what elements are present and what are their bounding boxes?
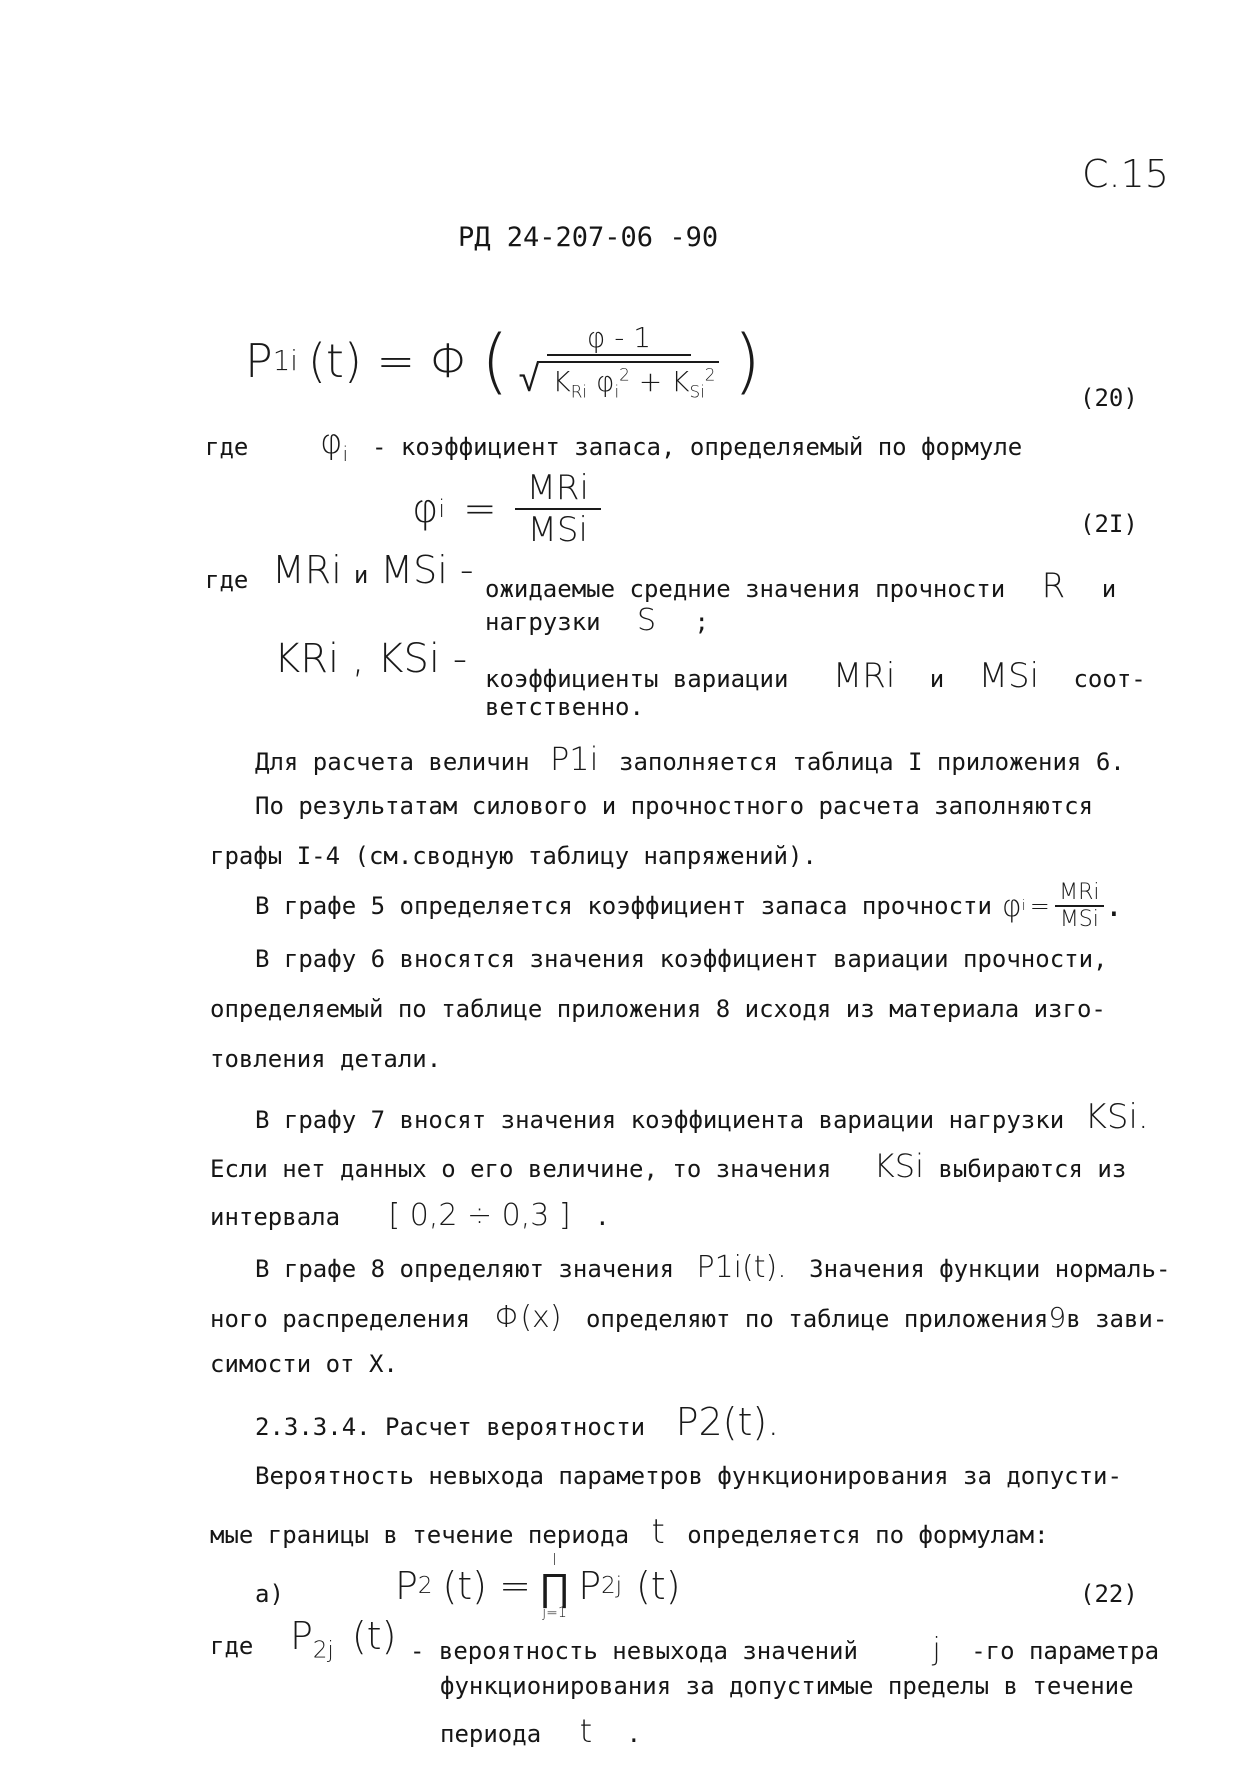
where4-line1b-text: -го параметра: [971, 1637, 1160, 1665]
where4-t: t: [579, 1712, 593, 1750]
p5-text-b: Если нет данных о его величине, то значения: [210, 1155, 832, 1183]
where4-dot: .: [626, 1720, 642, 1748]
paragraph-3: В графе 5 определяется коэффициент запаса прочности φ i = $\frac{\text{MRi}}{\text{MSi}}$ .: [255, 880, 1123, 932]
p6-p1i: P1i(t).: [696, 1250, 787, 1285]
eq22-lhs-arg: (t) =: [442, 1564, 531, 1608]
p3-fraction: [1054, 880, 1105, 932]
eq20-fraction: [513, 321, 726, 401]
section-p2t: P2(t).: [675, 1400, 780, 1444]
eq20-den-ks-sup: 2: [704, 364, 716, 385]
where4-arg: (t): [351, 1614, 397, 1658]
eq22-label: а): [255, 1580, 284, 1608]
paragraph-4-line1: В графу 6 вносятся значения коэффициент вариации прочности,: [255, 945, 1108, 973]
where4-line3-text: периода: [440, 1720, 542, 1748]
eq20-lhs-arg: (t) = Φ: [307, 334, 470, 388]
where4-symbol: [290, 1614, 397, 1664]
eq20-open-paren: (: [481, 320, 509, 402]
where4-line3: [440, 1712, 641, 1750]
equation-number-21: (2I): [1080, 510, 1138, 538]
where4-dash: -: [410, 1637, 425, 1665]
p6-text-a: В графе 8 определяют значения: [255, 1255, 675, 1283]
paragraph-7-line2: [210, 1512, 1049, 1552]
p7-text-a: мые границы в течение периода: [210, 1521, 630, 1549]
where1-symbol: [320, 422, 349, 466]
where2-line2: [485, 603, 709, 638]
eq20-numerator: φ - 1: [547, 321, 691, 356]
paragraph-6-line2: [210, 1300, 1167, 1335]
paragraph-5-line3: [210, 1198, 610, 1233]
eq20-den-phi: φ: [595, 365, 615, 398]
eq21-numerator: MRi: [515, 468, 601, 510]
where1-phi: φ: [320, 422, 343, 462]
eq20-den-phi-sub: i: [614, 381, 620, 402]
p3-denominator: MSi: [1059, 907, 1099, 932]
where1-phi-sub: i: [342, 441, 349, 466]
p3-phi: φ: [1001, 888, 1022, 924]
eq20-den-ks-sub: Si: [689, 381, 705, 402]
p5-dot: .: [595, 1203, 610, 1231]
formula-21: φ i = $\frac{\text{MRi}}{\text{MSi}}$: [412, 468, 601, 550]
p1-symbol: P1i: [550, 740, 599, 778]
where2-line2-text: нагрузки: [485, 608, 601, 636]
paragraph-4-line2: определяемый по таблице приложения 8 исходя из материала изго-: [210, 995, 1106, 1023]
paragraph-7-line1: Вероятность невыхода параметров функционирования за допусти-: [255, 1462, 1122, 1490]
section-text: 2.3.3.4. Расчет вероятности: [255, 1413, 646, 1441]
p7-t: t: [651, 1512, 665, 1552]
p5-ksi: KSi.: [1084, 1097, 1149, 1137]
p7-text-b: определяется по формулам:: [687, 1521, 1049, 1549]
paragraph-5-line1: [255, 1097, 1149, 1137]
eq21-equals: =: [463, 486, 497, 532]
paragraph-2-line2: графы I-4 (см.сводную таблицу напряжений).: [210, 842, 817, 870]
gde-label-4: где: [210, 1632, 254, 1660]
p5-text-d: интервала: [210, 1203, 341, 1231]
where2-line1: [485, 566, 1116, 606]
p3-equals: =: [1029, 892, 1050, 920]
paragraph-1: [255, 740, 1125, 778]
formula-20: P 1i (t) = Φ ( $\frac{\varphi - 1}{√ K_{Ri} \varphi_i^2 + K_{Si}^2}$ ): [245, 320, 761, 402]
p5-ksi-2: KSi: [873, 1147, 924, 1185]
paragraph-6-line3: симости от X.: [210, 1350, 398, 1378]
eq22-prod-sign: ∏: [538, 1565, 571, 1609]
where3-line2: ветственно.: [485, 693, 644, 721]
where3-msi: MSi: [978, 656, 1040, 696]
p5-interval: [ 0,2 ÷ 0,3 ]: [388, 1198, 571, 1233]
where2-and2: и: [1101, 575, 1117, 603]
where3-line1: [485, 656, 1146, 696]
where3-symbols: KRi , KSi -: [274, 636, 468, 682]
gde-label-2: где: [205, 566, 249, 594]
p3-text: В графе 5 определяется коэффициент запаса прочности: [255, 892, 992, 920]
eq20-den-plus-k: + K: [638, 365, 690, 398]
where4-line2: функционирования за допустимые пределы в течение: [440, 1672, 1134, 1700]
eq20-lhs: P: [245, 334, 273, 388]
where4-line1-text: вероятность невыхода значений: [438, 1637, 858, 1665]
where2-msi: MSi -: [380, 548, 474, 592]
page-number: С.15: [1082, 152, 1169, 196]
where3-and: и: [929, 665, 945, 693]
section-heading: [255, 1400, 779, 1444]
where4-j: j: [932, 1632, 941, 1667]
p1-text-b: заполняется таблица I приложения 6.: [619, 748, 1125, 776]
gde-label-1: где: [205, 433, 249, 461]
equation-number-22: (22): [1080, 1580, 1138, 1608]
p5-text-c: выбираются из: [938, 1155, 1127, 1183]
paragraph-6-line1: [255, 1250, 1170, 1285]
where4-p-sub: 2j: [312, 1637, 334, 1664]
p1-text-a: Для расчета величин: [255, 748, 530, 776]
p6-text-b: Значения функции нормаль-: [809, 1255, 1171, 1283]
where3-line1-text: коэффициенты вариации: [485, 665, 789, 693]
where2-mri: MRi: [272, 548, 342, 592]
where2-r-symbol: R: [1041, 566, 1066, 606]
where2-line1-text: ожидаемые средние значения прочности: [485, 575, 1006, 603]
eq20-close-paren: ): [733, 320, 761, 402]
eq20-den-k-sub: Ri: [570, 381, 588, 402]
where2-and: и: [353, 561, 369, 589]
eq21-phi: φ: [412, 486, 439, 532]
where2-semicolon: ;: [694, 608, 709, 636]
p3-numerator: MRi: [1055, 880, 1103, 907]
eq22-rhs-arg: (t): [635, 1564, 681, 1608]
eq20-den-phi-sup: 2: [619, 364, 630, 385]
eq21-denominator: MSi: [527, 510, 588, 550]
where2-s-symbol: S: [637, 603, 657, 638]
where2-symbols: [272, 548, 474, 592]
eq22-prod-bottom: j=1: [542, 1605, 567, 1621]
p5-text-a: В графу 7 вносят значения коэффициента вариации нагрузки: [255, 1106, 1065, 1134]
eq22-product: [539, 1552, 570, 1620]
p6-text-e: в зави-: [1066, 1305, 1168, 1333]
p6-nine: 9: [1048, 1301, 1067, 1334]
paragraph-2-line1: По результатам силового и прочностного расчета заполняются: [255, 792, 1094, 820]
where4-line1: [410, 1632, 1159, 1667]
eq22-rhs-p: P: [578, 1564, 602, 1608]
formula-22: P 2 (t) = l ∏ j=1 P 2j (t): [395, 1550, 681, 1621]
eq20-den-k: K: [552, 365, 571, 398]
paragraph-4-line3: товления детали.: [210, 1045, 442, 1073]
p6-text-c: ного распределения: [210, 1305, 471, 1333]
where4-p: P: [290, 1614, 313, 1658]
document-code: РД 24-207-06 -90: [458, 222, 719, 253]
p6-text-d: определяют по таблице приложения: [585, 1305, 1049, 1333]
where3-mri: MRi: [832, 656, 896, 696]
p3-dot: .: [1104, 888, 1123, 924]
equation-number-20: (20): [1080, 384, 1138, 412]
where1-text: - коэффициент запаса, определяемый по формуле: [372, 433, 1023, 461]
paragraph-5-line2: [210, 1147, 1126, 1185]
eq22-p: P: [395, 1564, 418, 1608]
eq21-fraction: [515, 468, 601, 550]
p6-phi-x: Φ(x): [494, 1300, 562, 1335]
where3-tail: соот-: [1073, 665, 1146, 693]
eq20-denominator: √ $K_{Ri}$ $\varphi_i^2 + K_{Si}^2$: [513, 356, 726, 401]
eq22-prod-top: l: [552, 1550, 557, 1569]
